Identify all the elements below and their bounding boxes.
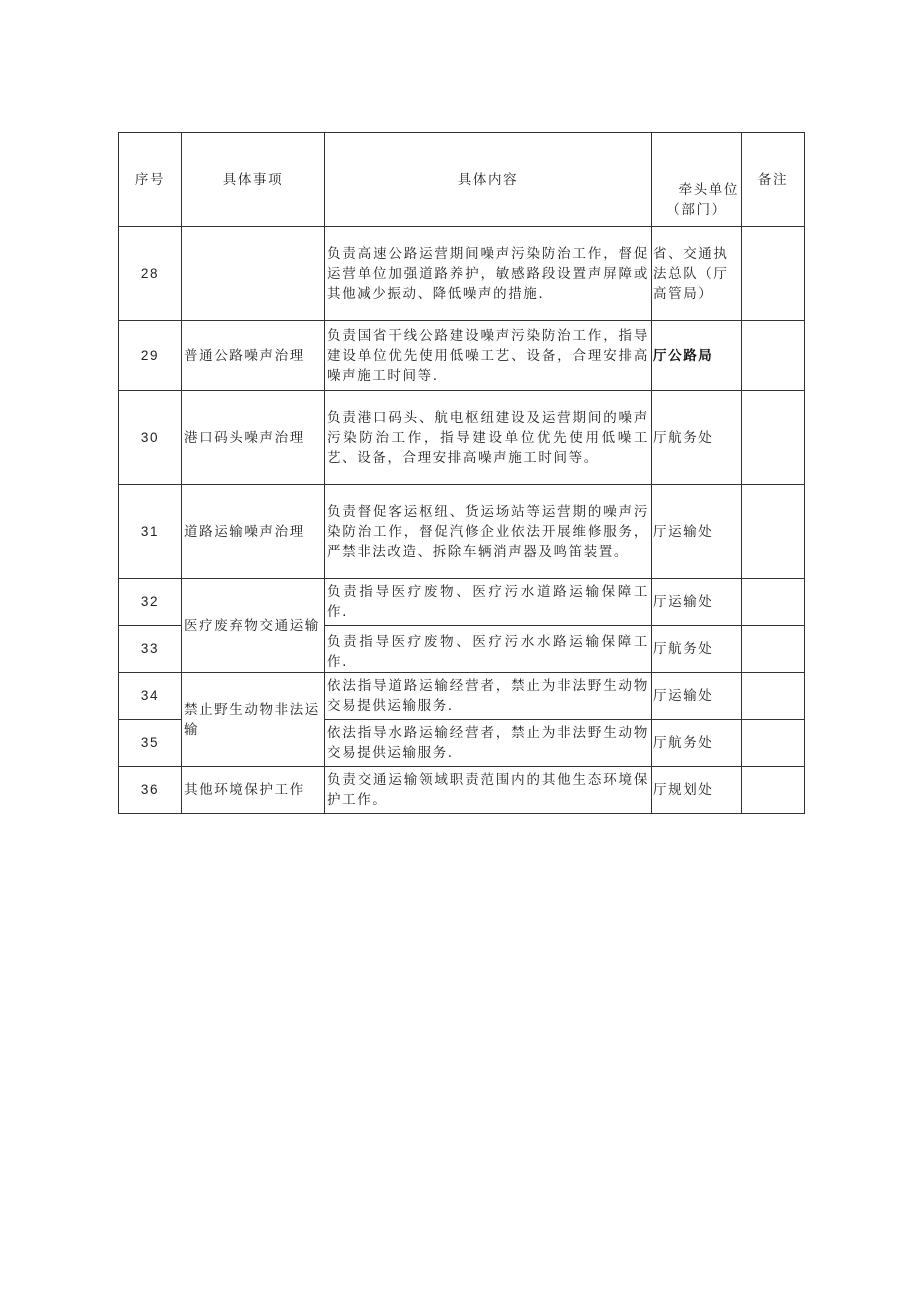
row-note xyxy=(742,767,805,814)
row-lead-unit: 厅运输处 xyxy=(652,579,742,626)
row-number: 29 xyxy=(119,321,182,391)
table-row xyxy=(119,767,805,814)
table-row xyxy=(119,321,805,391)
row-note xyxy=(742,720,805,767)
row-number: 33 xyxy=(119,626,182,673)
row-lead-unit: 厅航务处 xyxy=(652,626,742,673)
responsibility-table xyxy=(118,132,805,814)
header-seq: 序号 xyxy=(119,133,182,227)
row-lead-unit: 省、交通执法总队（厅高管局） xyxy=(652,227,742,321)
row-lead-unit: 厅航务处 xyxy=(652,391,742,485)
row-item xyxy=(182,227,325,321)
row-number: 34 xyxy=(119,673,182,720)
header-content: 具体内容 xyxy=(325,133,652,227)
row-content: 负责指导医疗废物、医疗污水水路运输保障工作. xyxy=(325,626,652,673)
header-note: 备注 xyxy=(742,133,805,227)
table-row xyxy=(119,485,805,579)
row-number: 32 xyxy=(119,579,182,626)
row-lead-unit: 厅公路局 xyxy=(652,321,742,391)
row-content: 负责交通运输领域职责范围内的其他生态环境保护工作。 xyxy=(325,767,652,814)
table-row xyxy=(119,579,805,626)
row-note xyxy=(742,626,805,673)
row-number: 36 xyxy=(119,767,182,814)
row-lead-unit: 厅规划处 xyxy=(652,767,742,814)
row-content: 负责督促客运枢纽、货运场站等运营期的噪声污染防治工作，督促汽修企业依法开展维修服务，严禁非法改造、拆除车辆消声器及鸣笛装置。 xyxy=(325,485,652,579)
row-note xyxy=(742,391,805,485)
row-note xyxy=(742,673,805,720)
row-content: 负责国省干线公路建设噪声污染防治工作，指导建设单位优先使用低噪工艺、设备，合理安排高噪声施工时间等. xyxy=(325,321,652,391)
table-row xyxy=(119,391,805,485)
row-content: 负责高速公路运营期间噪声污染防治工作，督促运营单位加强道路养护，敏感路段设置声屏障或其他减少振动、降低噪声的措施. xyxy=(325,227,652,321)
row-item: 道路运输噪声治理 xyxy=(182,485,325,579)
table-row xyxy=(119,673,805,720)
row-lead-unit: 厅航务处 xyxy=(652,720,742,767)
row-number: 30 xyxy=(119,391,182,485)
row-item: 港口码头噪声治理 xyxy=(182,391,325,485)
row-number: 28 xyxy=(119,227,182,321)
table-header-row xyxy=(119,133,805,227)
row-lead-unit: 厅运输处 xyxy=(652,673,742,720)
header-item: 具体事项 xyxy=(182,133,325,227)
row-item: 医疗废弃物交通运输 xyxy=(182,579,325,673)
header-lead-line1: 牵头单位 xyxy=(678,182,739,198)
row-content: 负责港口码头、航电枢纽建设及运营期间的噪声污染防治工作，指导建设单位优先使用低噪工艺、设备，合理安排高噪声施工时间等。 xyxy=(325,391,652,485)
row-item: 普通公路噪声治理 xyxy=(182,321,325,391)
row-note xyxy=(742,485,805,579)
row-content: 依法指导道路运输经营者，禁止为非法野生动物交易提供运输服务. xyxy=(325,673,652,720)
row-content: 负责指导医疗废物、医疗污水道路运输保障工作. xyxy=(325,579,652,626)
header-lead-line2: （部门） xyxy=(666,202,727,218)
row-number: 31 xyxy=(119,485,182,579)
row-number: 35 xyxy=(119,720,182,767)
table-row xyxy=(119,227,805,321)
row-note xyxy=(742,227,805,321)
row-note xyxy=(742,321,805,391)
header-lead-unit xyxy=(652,133,742,227)
row-item: 禁止野生动物非法运输 xyxy=(182,673,325,767)
row-item: 其他环境保护工作 xyxy=(182,767,325,814)
row-note xyxy=(742,579,805,626)
row-lead-unit: 厅运输处 xyxy=(652,485,742,579)
row-content: 依法指导水路运输经营者，禁止为非法野生动物交易提供运输服务. xyxy=(325,720,652,767)
